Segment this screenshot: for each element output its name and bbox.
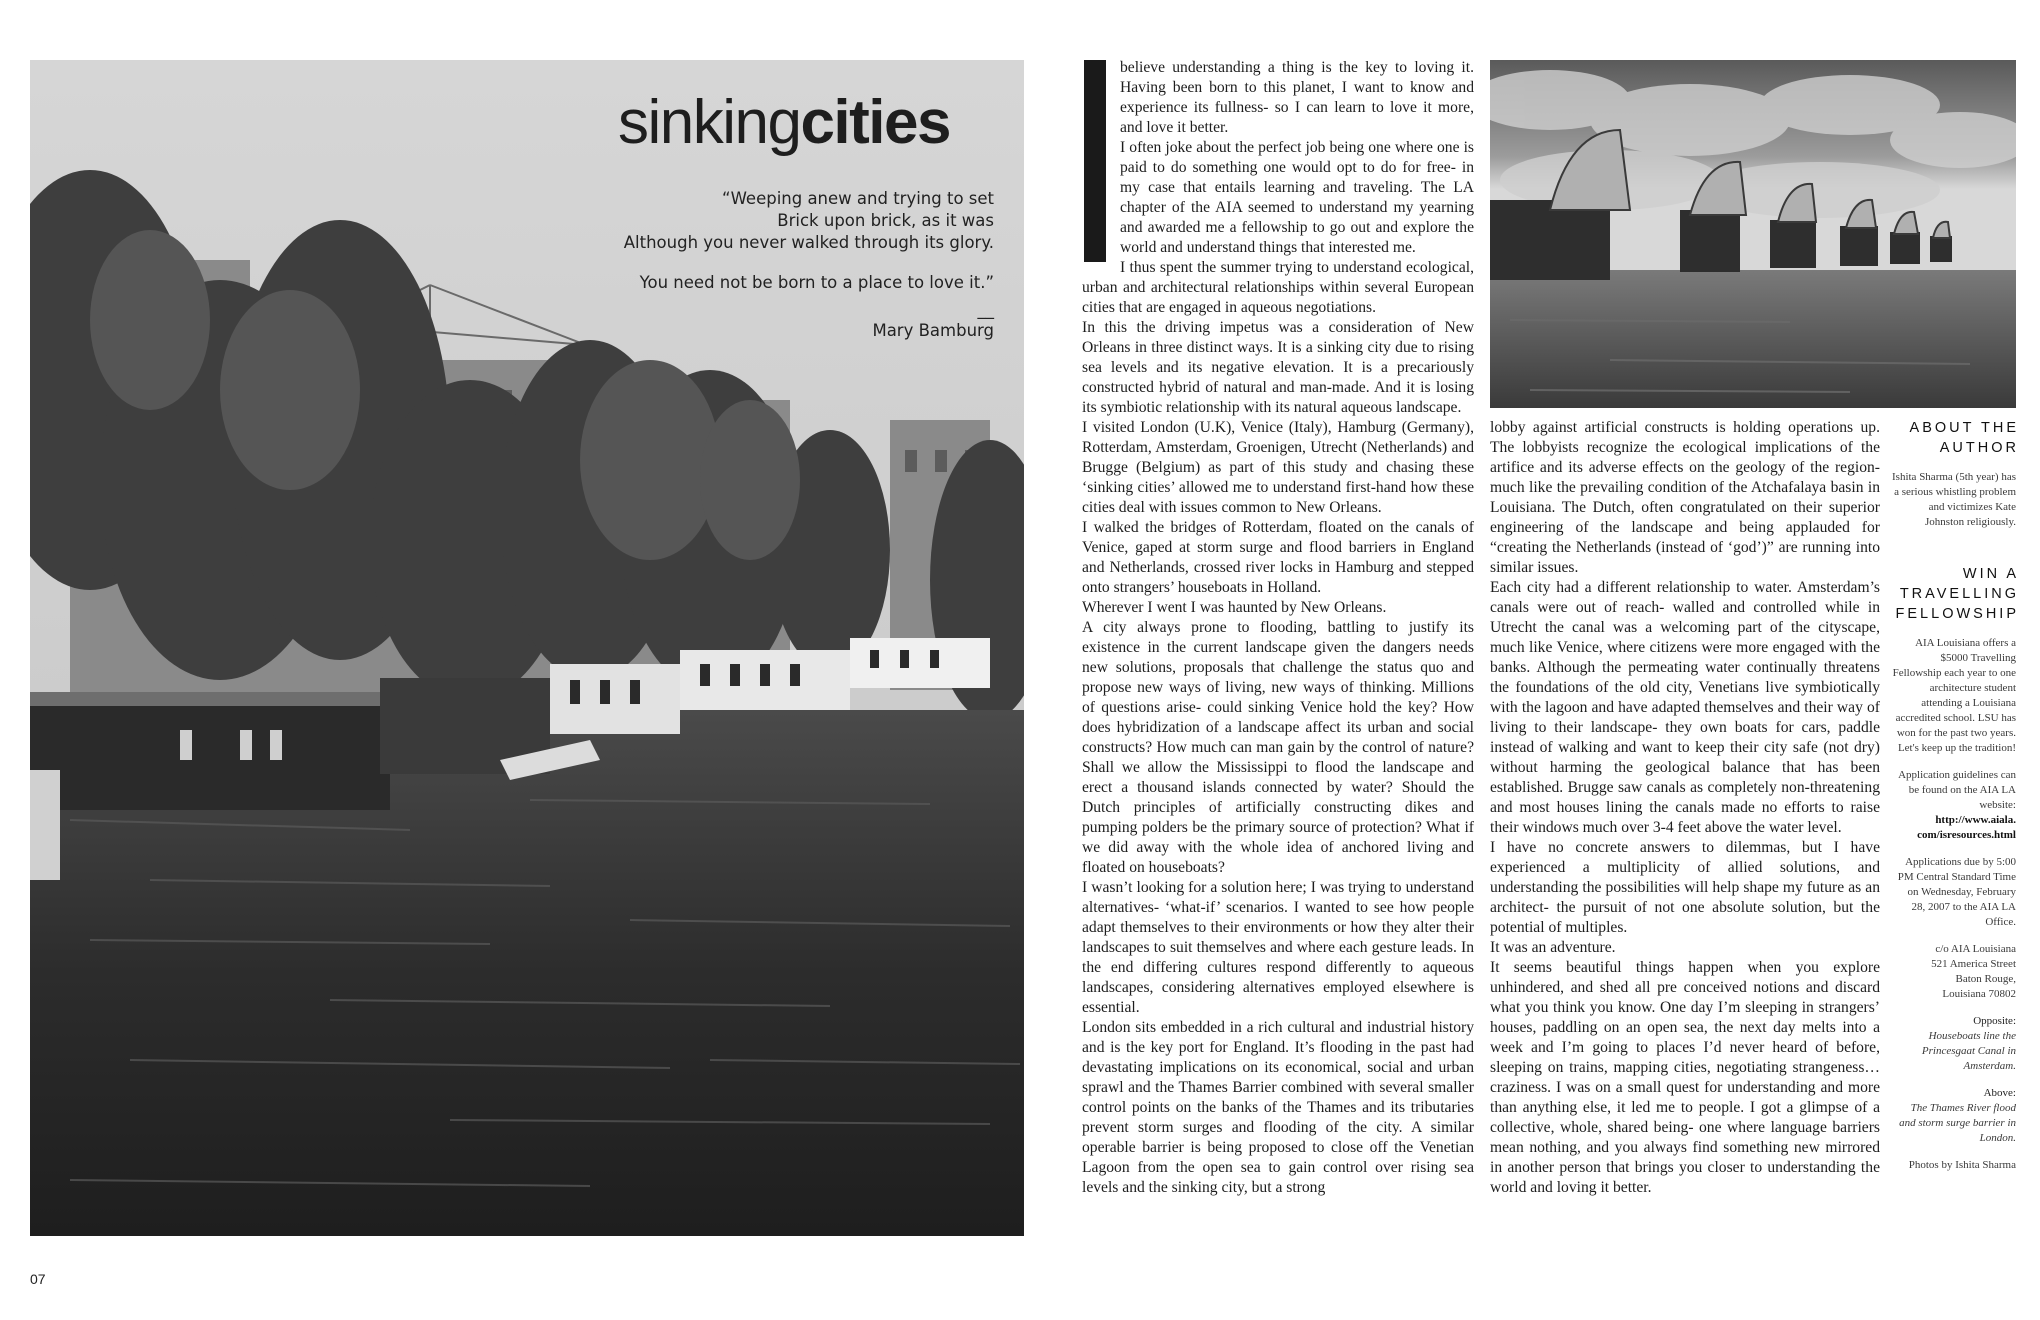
paragraph: lobby against artificial constructs is holding operations up. The lobbyists recognize the ecological implications of the artifice and its adverse effects on the geology of the region- much like the prevailing condition of the Atchafalaya basin in Louisiana. The Dutch, often congratulated on their superior engineering of the landscape and being applauded for “creating the Netherlands (instead of ‘god’)” are running into similar issues.	[1490, 419, 1880, 576]
paragraph: I wasn’t looking for a solution here; I was trying to understand alternatives- ‘what-if’ scenarios. I wanted to see how people adapt themselves to their environments or how they alter their landscapes to suit themselves and where each gesture leads. In the end differing cultures respond differently to aqueous landscapes, considering alternatives employed elsewhere is essential.	[1082, 879, 1474, 1016]
paragraph: I thus spent the summer trying to understand ecological, urban and architectural relationships within several European cities that are engaged in aqueous negotiations.	[1082, 259, 1474, 316]
paragraph: believe understanding a thing is the key to loving it. Having been born to this planet, I want to know and experience its fullness- so I can learn to love it more, and love it better.	[1120, 59, 1474, 136]
above-label: Above:	[1983, 1087, 2016, 1099]
fellowship-heading	[1892, 564, 2019, 624]
epigraph-quote	[550, 188, 994, 342]
paragraph: In this the driving impetus was a consideration of New Orleans in three distinct ways. It is a sinking city due to rising sea levels and its negative elevation. It is a precariously constructed hybrid of natural and man-made. And it is losing its symbiotic relationship with its natural aqueous landscape.	[1082, 319, 1474, 416]
deadline-text: Applications due by 5:00 PM Central Standard Time on Wednesday, February 28, 2007 to the AIA LA Office.	[1897, 856, 2016, 928]
about-author-text: Ishita Sharma (5th year) has a serious whistling problem and victimizes Kate Johnston religiously.	[1892, 471, 2017, 528]
paragraph: Wherever I went I was haunted by New Orleans.	[1082, 599, 1387, 616]
website-link-cont[interactable]: com/isresources.html	[1917, 829, 2016, 841]
address-line: Louisiana 70802	[1942, 988, 2016, 1000]
paragraph: Each city had a different relationship to water. Amsterdam’s canals were out of reach- walled and controlled while in Utrecht the canal was a welcoming part of the cityscape, much like Venice, where citizens were more engaged with the banks. Although the permeating water continually threatens the foundations of the old city, Venetians live symbiotically with the lagoon and have adapted themselves and their way of living to their landscape- they own boats for cars, paddle instead of walking and want to keep their city safe (not dry) without harming the geological balance that has been established. Brugge saw canals as completely non-threatening and most houses lining the canals made no efforts to raise their windows much over 3-4 feet above the water level.	[1490, 579, 1880, 836]
paragraph: A city always prone to flooding, battling to justify its existence in the current landscape given the dangers needs new solutions, proposals that challenge the status quo and propose new ways of living, new ways of thinking. Millions of questions arise- could sinking Venice hold the key? How does hybridization of a landscape affect its urban and social constructs? How much can man gain by the control of nature? Shall we allow the Mississippi to flood the landscape and erect a thousand islands connected by water? Should the Dutch principles of artificially constructing dikes and pumping polders be the primary source of protection? What if we did away with the whole idea of anchored living and floated on houseboats?	[1082, 619, 1474, 876]
paragraph: I have no concrete answers to dilemmas, but I have experienced a multiplicity of allied solutions, and understanding the possibilities will help shape my future as an architect- the pursuit of not one absolute solution, but the potential of multiples.	[1490, 839, 1880, 936]
mailing-address	[1892, 942, 2016, 1002]
fellowship-heading-line: FELLOWSHIP	[1895, 606, 2019, 622]
about-heading-line: ABOUT THE	[1909, 420, 2019, 436]
about-heading-line: AUTHOR	[1939, 440, 2019, 456]
article-column-1	[1082, 58, 1474, 1198]
about-author-heading	[1892, 418, 2019, 458]
paragraph: I often joke about the perfect job being one where one is paid to do something one would opt to do for free- in my case that entails learning and traveling. The LA chapter of the AIA seemed to understand my yearning and awarded me a fellowship to go out and explore the world and understand things that interested me.	[1120, 139, 1474, 256]
paragraph: London sits embedded in a rich cultural and industrial history and is the key port for England. It’s flooding in the past had devastating implications on its economical, social and urban sprawl and the Thames Barrier combined with several smaller control points on the banks of the Thames and its tributaries prevent storm surges and flooding of the city. A similar operable barrier is being proposed to close off the Venetian Lagoon from the open sea to gain control over rising sea levels and the sinking city, but a strong	[1082, 1019, 1474, 1196]
fellowship-text: AIA Louisiana offers a $5000 Travelling Fellowship each year to one architecture student attending a Louisiana accredited school. LSU has won for the past two years. Let's keep up the tradition!	[1892, 637, 2016, 754]
title-light: sinking	[617, 88, 801, 157]
quote-author: Mary Bamburg	[872, 321, 994, 340]
opposite-caption: Houseboats line the Princesgaat Canal in Amsterdam.	[1921, 1030, 2016, 1072]
thames-barrier-photo	[1490, 60, 2016, 408]
paragraph: It seems beautiful things happen when you explore unhindered, and shed all pre conceived notions and discard what you think you know. One day I’m sleeping in strangers’ houses, paddling on an open sea, the next day melts into a week and I’m going to places I’d never heard of before, sleeping on trains, mapping cities, negotiating strangeness… craziness. I was on a small quest for understanding and more than anything else, it led me to people. I got a glimpse of a collective, whole, shared being- one where language barriers mean nothing, and you always find something new mirrored in another person that brings you closer to understanding the world and loving it better.	[1490, 959, 1880, 1196]
quote-line: “Weeping anew and trying to set	[722, 189, 994, 208]
photo-credit: Photos by Ishita Sharma	[1908, 1159, 2016, 1171]
opposite-label: Opposite:	[1973, 1015, 2016, 1027]
paragraph: It was an adventure.	[1490, 939, 1616, 956]
quote-line: You need not be born to a place to love it.”	[639, 273, 994, 292]
fellowship-heading-line: WIN A	[1962, 566, 2019, 582]
canal-photo	[30, 60, 1024, 1236]
website-link[interactable]: http://www.aiala.	[1935, 814, 2016, 826]
guidelines-text: Application guidelines can be found on the AIA LA website:	[1898, 769, 2016, 811]
fellowship-heading-line: TRAVELLING	[1899, 586, 2019, 602]
quote-line: Brick upon brick, as it was	[777, 211, 994, 230]
address-line: 521 America Street	[1931, 958, 2016, 970]
paragraph: I visited London (U.K), Venice (Italy), Hamburg (Germany), Rotterdam, Amsterdam, Groenigen, Utrecht (Netherlands) and Brugge (Belgium) as part of this study and chasing these ‘sinking cities’ allowed me to understand first-hand how these cities deal with issues common to New Orleans.	[1082, 419, 1474, 516]
address-line: c/o AIA Louisiana	[1935, 943, 2016, 955]
sidebar	[1892, 418, 2019, 1173]
quote-line: Although you never walked through its glory.	[623, 233, 994, 252]
article-title	[610, 88, 950, 157]
paragraph: I walked the bridges of Rotterdam, floated on the canals of Venice, gaped at storm surge and flood barriers in England and Netherlands, crossed river locks in Hamburg and stepped onto strangers’ houseboats in Holland.	[1082, 519, 1474, 596]
quote-dash: __	[977, 300, 994, 319]
address-line: Baton Rouge,	[1955, 973, 2016, 985]
page-number: 07	[30, 1271, 46, 1287]
article-column-2	[1490, 418, 1880, 1198]
title-bold: cities	[800, 88, 950, 157]
above-caption: The Thames River flood and storm surge barrier in London.	[1899, 1102, 2016, 1144]
drop-cap-bar	[1084, 60, 1106, 262]
